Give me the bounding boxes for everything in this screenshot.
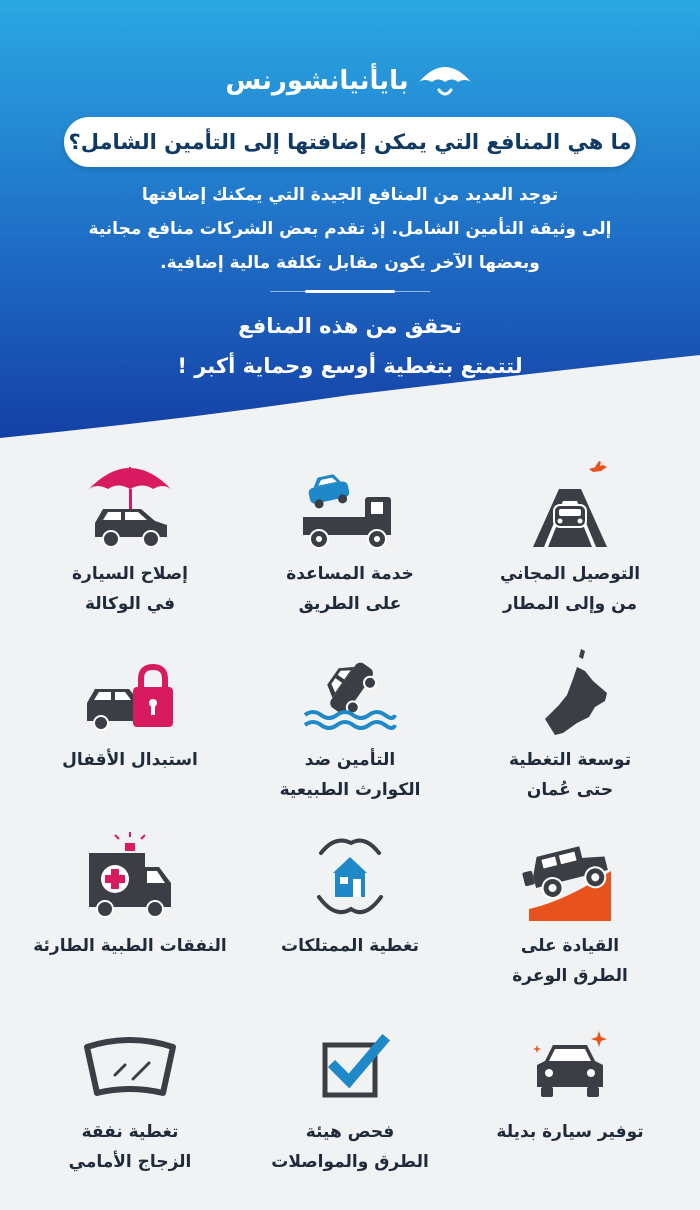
benefit-airport-delivery <box>470 455 670 641</box>
windshield-icon <box>75 1017 185 1109</box>
checkbox-icon <box>295 1017 405 1109</box>
benefit-natural-disasters <box>250 641 450 827</box>
benefit-property-coverage <box>250 827 450 1013</box>
hero-section <box>0 0 700 440</box>
benefit-label: توفير سيارة بديلة <box>496 1122 644 1142</box>
ambulance-icon <box>75 831 185 923</box>
benefit-label: النفقات الطبية الطارئة <box>33 936 227 956</box>
benefit-agency-repair <box>30 455 230 641</box>
benefit-medical-expenses <box>30 827 230 1013</box>
benefit-roadside-assistance <box>250 455 450 641</box>
new-car-icon <box>515 1017 625 1109</box>
brand-logo <box>0 58 700 104</box>
benefit-oman-coverage <box>470 641 670 827</box>
benefit-label: التوصيل المجاني من وإلى المطار <box>499 564 641 614</box>
benefit-label: تغطية الممتلكات <box>281 936 419 956</box>
benefit-rta-inspection <box>250 1013 450 1199</box>
cta-heading: تحقق من هذه المنافع لتتمتع بتغطية أوسع وحماية أكبر ! <box>177 314 523 378</box>
benefits-grid <box>0 455 700 1199</box>
benefit-lock-replacement <box>30 641 230 827</box>
question-heading: ما هي المنافع التي يمكن إضافتها إلى التأمين الشامل؟ <box>64 117 636 167</box>
offroad-jeep-icon <box>515 831 625 923</box>
intro-paragraph: توجد العديد من المنافع الجيدة التي يمكنك إضافتها إلى وثيقة التأمين الشامل. إذ تقدم بعض الشركات منافع مجانية وبعضها الآخر يكون مقابل تكلفة مالية إضافية. <box>88 185 612 273</box>
flood-car-icon <box>295 645 405 737</box>
benefit-label: إصلاح السيارة في الوكالة <box>72 564 188 614</box>
benefit-offroad <box>470 827 670 1013</box>
umbrella-logo-icon <box>415 58 475 104</box>
divider <box>270 290 430 293</box>
benefit-replacement-car <box>470 1013 670 1199</box>
benefit-label: خدمة المساعدة على الطريق <box>286 564 414 614</box>
road-airport-icon <box>515 459 625 551</box>
benefit-label: القيادة على الطرق الوعرة <box>512 936 628 986</box>
brand-name: بايأنيانشورنس <box>225 66 409 96</box>
benefit-label: استبدال الأقفال <box>62 750 198 770</box>
umbrella-car-icon <box>75 459 185 551</box>
oman-map-icon <box>515 645 625 737</box>
benefit-label: فحص هيئة الطرق والمواصلات <box>271 1122 429 1172</box>
benefit-label: تغطية نفقة الزجاج الأمامي <box>68 1122 192 1172</box>
benefit-label: التأمين ضد الكوارث الطبيعية <box>279 750 421 800</box>
house-hands-icon <box>295 831 405 923</box>
benefit-label: توسعة التغطية حتى عُمان <box>508 750 632 800</box>
benefit-windshield <box>30 1013 230 1199</box>
tow-truck-icon <box>295 459 405 551</box>
car-lock-icon <box>75 645 185 737</box>
